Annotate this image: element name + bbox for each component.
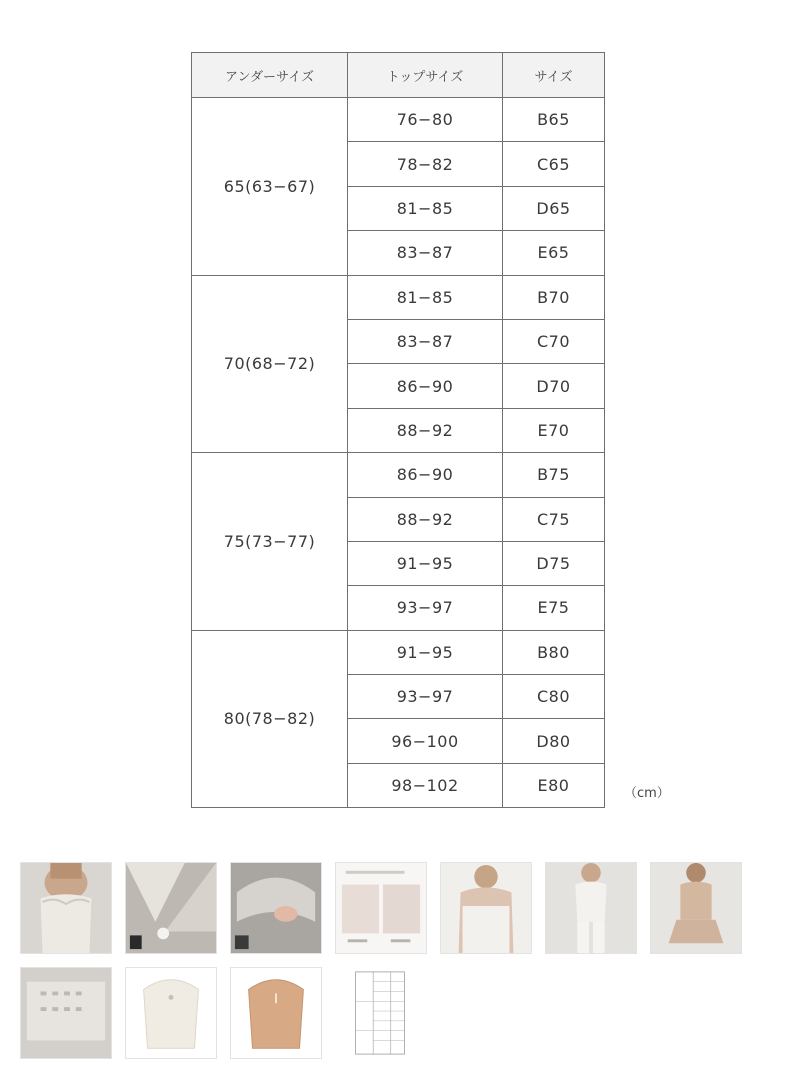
- top-size-cell: 81−85: [348, 275, 503, 319]
- size-cell: D80: [503, 719, 605, 763]
- beige-product-thumbnail[interactable]: [230, 967, 322, 1059]
- top-size-cell: 83−87: [348, 231, 503, 275]
- top-size-cell: 86−90: [348, 364, 503, 408]
- top-size-cell: 91−95: [348, 630, 503, 674]
- back-view-thumbnail[interactable]: [440, 862, 532, 954]
- size-cell: B80: [503, 630, 605, 674]
- under-size-cell: 65(63−67): [192, 98, 348, 276]
- size-cell: B75: [503, 453, 605, 497]
- top-size-cell: 91−95: [348, 541, 503, 585]
- size-cell: D70: [503, 364, 605, 408]
- before-after-thumbnail[interactable]: [335, 862, 427, 954]
- size-cell: D75: [503, 541, 605, 585]
- off-white-product-thumbnail[interactable]: [125, 967, 217, 1059]
- top-size-cell: 88−92: [348, 497, 503, 541]
- size-cell: C70: [503, 319, 605, 363]
- size-table: [191, 52, 605, 808]
- top-size-cell: 86−90: [348, 453, 503, 497]
- under-size-cell: 80(78−82): [192, 630, 348, 808]
- top-size-cell: 81−85: [348, 186, 503, 230]
- top-size-cell: 96−100: [348, 719, 503, 763]
- size-cell: C80: [503, 675, 605, 719]
- top-size-cell: 93−97: [348, 675, 503, 719]
- size-cell: E70: [503, 408, 605, 452]
- table-row: [192, 453, 605, 497]
- size-cell: C65: [503, 142, 605, 186]
- model-beige-thumbnail[interactable]: [650, 862, 742, 954]
- header-size: サイズ: [503, 53, 605, 98]
- top-size-cell: 76−80: [348, 98, 503, 142]
- top-size-cell: 88−92: [348, 408, 503, 452]
- size-cell: D65: [503, 186, 605, 230]
- header-top-size: トップサイズ: [348, 53, 503, 98]
- table-row: [192, 630, 605, 674]
- top-size-cell: 83−87: [348, 319, 503, 363]
- size-cell: E80: [503, 763, 605, 807]
- table-row: [192, 98, 605, 142]
- top-size-cell: 93−97: [348, 586, 503, 630]
- fabric-detail-thumbnail[interactable]: [125, 862, 217, 954]
- size-cell: E75: [503, 586, 605, 630]
- model-pants-thumbnail[interactable]: [545, 862, 637, 954]
- size-cell: B65: [503, 98, 605, 142]
- header-under-size: アンダーサイズ: [192, 53, 348, 98]
- size-chart-thumbnail[interactable]: [335, 967, 427, 1059]
- size-cell: C75: [503, 497, 605, 541]
- table-header-row: [192, 53, 605, 98]
- model-front-thumbnail[interactable]: [20, 862, 112, 954]
- unit-label: （cm）: [624, 786, 670, 801]
- table-row: [192, 275, 605, 319]
- hook-detail-thumbnail[interactable]: [20, 967, 112, 1059]
- top-size-cell: 78−82: [348, 142, 503, 186]
- top-size-cell: 98−102: [348, 763, 503, 807]
- under-size-cell: 75(73−77): [192, 453, 348, 631]
- size-cell: E65: [503, 231, 605, 275]
- under-size-cell: 70(68−72): [192, 275, 348, 453]
- size-cell: B70: [503, 275, 605, 319]
- inner-detail-thumbnail[interactable]: [230, 862, 322, 954]
